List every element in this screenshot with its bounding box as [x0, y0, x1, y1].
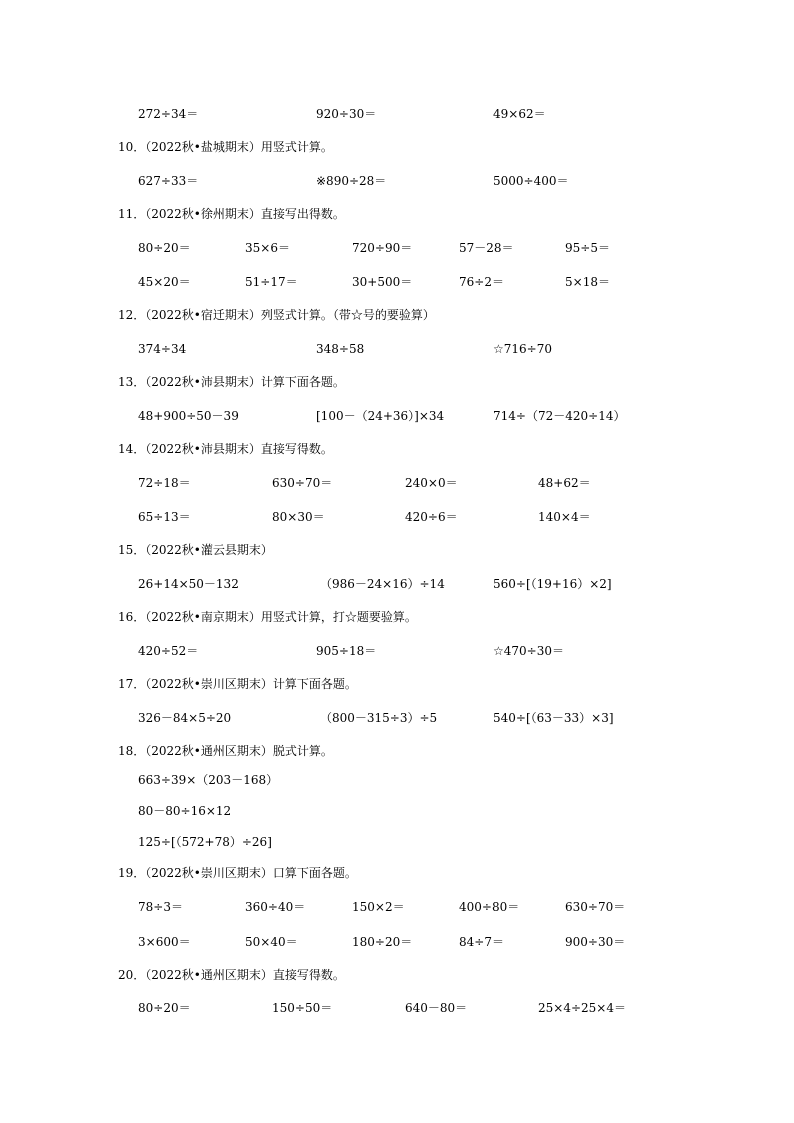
question-header	[0, 138, 794, 156]
math-problem: 26+14×50－132	[138, 577, 239, 591]
math-problem: 374÷34	[138, 342, 187, 356]
question-header	[0, 205, 794, 223]
math-problem: 5000÷400＝	[493, 174, 569, 188]
math-problem: 49×62＝	[493, 107, 546, 121]
math-problem: 80－80÷16×12	[138, 804, 232, 818]
question-header	[0, 608, 794, 626]
question-header	[0, 440, 794, 458]
problem-row	[0, 802, 794, 820]
problem-row	[0, 933, 794, 951]
math-problem: 180÷20＝	[352, 935, 413, 949]
question-title: 16．（2022秋•南京期末）用竖式计算，打☆题要验算。	[118, 610, 417, 624]
math-problem: 72÷18＝	[138, 476, 191, 490]
math-problem: 560÷[（19+16）×2]	[493, 577, 612, 591]
math-problem: 420÷6＝	[405, 510, 458, 524]
math-problem: 51÷17＝	[245, 275, 298, 289]
math-problem: 150÷50＝	[272, 1001, 333, 1015]
question-title: 13．（2022秋•沛县期末）计算下面各题。	[118, 375, 345, 389]
math-problem: 30+500＝	[352, 275, 413, 289]
math-problem: 326－84×5÷20	[138, 711, 232, 725]
question-title: 14．（2022秋•沛县期末）直接写得数。	[118, 442, 333, 456]
question-title: 15．（2022秋•灌云县期末）	[118, 543, 273, 557]
math-problem: 630÷70＝	[565, 900, 626, 914]
math-problem: 80÷20＝	[138, 1001, 191, 1015]
math-problem: 50×40＝	[245, 935, 298, 949]
math-problem: 80÷20＝	[138, 241, 191, 255]
math-problem: 920÷30＝	[316, 107, 377, 121]
math-problem: 272÷34＝	[138, 107, 199, 121]
math-problem: 630÷70＝	[272, 476, 333, 490]
question-header	[0, 541, 794, 559]
math-problem: 640－80＝	[405, 1001, 468, 1015]
math-problem: 78÷3＝	[138, 900, 183, 914]
problem-row	[0, 407, 794, 425]
problem-row	[0, 898, 794, 916]
math-problem: 720÷90＝	[352, 241, 413, 255]
problem-row	[0, 575, 794, 593]
math-problem: （800－315÷3）÷5	[320, 711, 438, 725]
math-problem: 45×20＝	[138, 275, 191, 289]
math-problem: 400÷80＝	[459, 900, 520, 914]
math-problem: 5×18＝	[565, 275, 610, 289]
math-problem: ☆716÷70	[493, 342, 552, 356]
math-problem: 360÷40＝	[245, 900, 306, 914]
math-problem: 714÷（72－420÷14）	[493, 409, 626, 423]
question-title: 10．（2022秋•盐城期末）用竖式计算。	[118, 140, 333, 154]
question-title: 12．（2022秋•宿迁期末）列竖式计算。（带☆号的要验算）	[118, 308, 435, 322]
math-problem: 900÷30＝	[565, 935, 626, 949]
math-problem: 663÷39×（203－168）	[138, 773, 279, 787]
math-problem: 420÷52＝	[138, 644, 199, 658]
question-title: 11．（2022秋•徐州期末）直接写出得数。	[118, 207, 345, 221]
math-problem: 905÷18＝	[316, 644, 377, 658]
problem-row	[0, 239, 794, 257]
question-header	[0, 742, 794, 760]
problem-row	[0, 709, 794, 727]
problem-row	[0, 642, 794, 660]
problem-row	[0, 273, 794, 291]
math-problem: 95÷5＝	[565, 241, 610, 255]
math-problem: 140×4＝	[538, 510, 591, 524]
math-problem: 84÷7＝	[459, 935, 504, 949]
math-problem: ☆470÷30＝	[493, 644, 564, 658]
math-problem: 65÷13＝	[138, 510, 191, 524]
math-problem: 25×4÷25×4＝	[538, 1001, 626, 1015]
question-title: 18．（2022秋•通州区期末）脱式计算。	[118, 744, 333, 758]
math-problem: 3×600＝	[138, 935, 191, 949]
math-problem: 80×30＝	[272, 510, 325, 524]
question-title: 20．（2022秋•通州区期末）直接写得数。	[118, 968, 345, 982]
problem-row	[0, 999, 794, 1017]
math-problem: 125÷[（572+78）÷26]	[138, 835, 272, 849]
question-header	[0, 373, 794, 391]
math-problem: 76÷2＝	[459, 275, 504, 289]
math-problem: 150×2＝	[352, 900, 405, 914]
math-problem: 48+62＝	[538, 476, 591, 490]
math-problem: 57－28＝	[459, 241, 514, 255]
math-problem: 348÷58	[316, 342, 365, 356]
problem-row	[0, 771, 794, 789]
problem-row	[0, 340, 794, 358]
math-problem: [100－（24+36）]×34	[316, 409, 445, 423]
question-header	[0, 306, 794, 324]
problem-row	[0, 105, 794, 123]
question-title: 19．（2022秋•崇川区期末）口算下面各题。	[118, 866, 357, 880]
math-problem: 627÷33＝	[138, 174, 199, 188]
math-problem: 540÷[（63－33）×3]	[493, 711, 614, 725]
question-header	[0, 966, 794, 984]
problem-row	[0, 172, 794, 190]
question-header	[0, 675, 794, 693]
math-problem: ※890÷28＝	[316, 174, 387, 188]
question-header	[0, 864, 794, 882]
math-problem: （986－24×16）÷14	[320, 577, 445, 591]
problem-row	[0, 508, 794, 526]
math-problem: 35×6＝	[245, 241, 290, 255]
problem-row	[0, 833, 794, 851]
question-title: 17．（2022秋•崇川区期末）计算下面各题。	[118, 677, 357, 691]
problem-row	[0, 474, 794, 492]
math-problem: 240×0＝	[405, 476, 458, 490]
math-problem: 48+900÷50－39	[138, 409, 239, 423]
